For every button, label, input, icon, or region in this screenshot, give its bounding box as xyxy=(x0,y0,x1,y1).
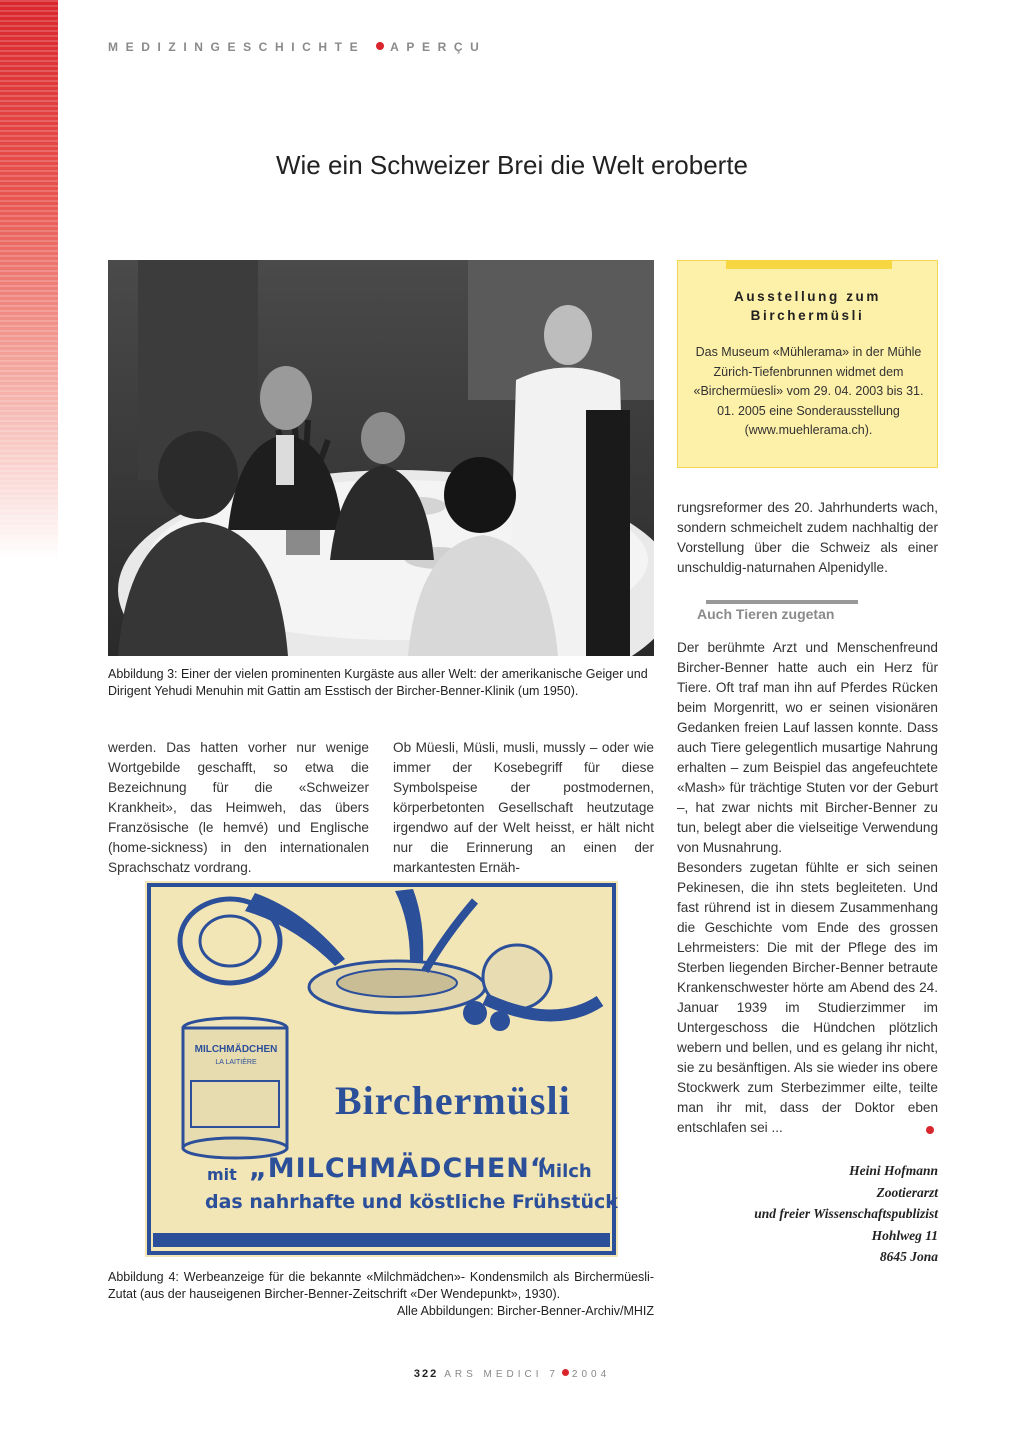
figure-4-advertisement xyxy=(145,881,618,1257)
info-box-text: Das Museum «Mühlerama» in der Mühle Zürich-Tiefenbrunnen widmet dem «Birchermüesli» vom 29. 04. 2003 bis 31. 01. 2005 eine Sonderausstellung (www.muehlerama.ch). xyxy=(693,345,924,437)
author-profession-2: und freier Wissenschaftspublizist xyxy=(754,1206,938,1221)
subhead-rule xyxy=(706,600,858,604)
body-col3-paragraph-1: Der berühmte Arzt und Menschenfreund Bircher-Benner hatte auch ein Herz für Tiere. Oft traf man ihn auf Pferdes Rücken beim Morgenritt, wo er seinen visionären Gedanken freien Lauf lassen konnte. Dass auch Tiere gelegentlich musartige Nahrung erhalten – zum Beispiel das angefeuchtete «Mash» für trächtige Stuten vor der Geburt –, hat zwar nichts mit Bircher-Benner zu tun, belegt aber die vielseitige Verwendung von Musnahrung. xyxy=(677,640,938,855)
ad-tagline: das nahrhafte und köstliche Frühstück xyxy=(205,1191,618,1213)
ad-brand: Birchermüsli xyxy=(335,1078,571,1123)
section-label xyxy=(108,40,486,54)
section-name: MEDIZINGESCHICHTE xyxy=(108,40,366,54)
body-col3-top: rungsreformer des 20. Jahrhunderts wach, sondern schmeichelt zudem nachhaltig der Vorstellung über die Schweiz als einer unschuldig-naturnahen Alpenidylle. xyxy=(677,500,938,575)
ad-milch: Milch xyxy=(538,1161,592,1182)
ad-mit: mit xyxy=(207,1165,237,1184)
bullet-dot-icon xyxy=(376,42,384,50)
ad-product-name: „MILCHMÄDCHEN“ xyxy=(249,1153,549,1184)
figure-3-caption: Abbildung 3: Einer der vielen prominenten Kurgäste aus aller Welt: der amerikanische Geiger und Dirigent Yehudi Menuhin mit Gattin am Esstisch der Bircher-Benner-Klinik (um 1950). xyxy=(108,667,648,698)
body-col2: Ob Müesli, Müsli, musli, mussly – oder wie immer der Kosebegriff für diese Symbolspeise der postmodernen, körperbetonten Gesellschaft heutzutage irgendwo auf der Welt heisst, er hält nicht nur die Erinnerung an einen der markantesten Ernäh- xyxy=(393,740,654,875)
author-city: 8645 Jona xyxy=(879,1249,938,1264)
exhibition-info-box xyxy=(677,260,938,468)
body-col3-paragraph-2: Besonders zugetan fühlte er sich seinen Pekinesen, die ihn stets begleiteten. Und fast rührend ist in diesem Zusammenhang die Geschichte vom Ende des grossen Lehrmeisters: Die mit der Pflege des im Sterben liegenden Bircher-Benner betraute Krankenschwester hörte am Abend des 24. Januar 1939 im Studierzimmer im Untergeschoss die Hündchen plötzlich webern und bellen, und es gelang ihr nicht, sie zu besänftigen. Als sie wieder ins obere Stockwerk zum Sterbezimmer eilte, teilte man ihr mit, dass der Doktor eben entschlafen sei ... xyxy=(677,860,938,1135)
left-decorative-bar xyxy=(0,0,58,560)
dining-scene-illustration xyxy=(108,260,654,656)
author-block xyxy=(680,1160,938,1268)
body-col1: werden. Das hatten vorher nur wenige Wortgebilde geschafft, so etwa die Bezeichnung für die «Schweizer Krankheit», das Heimweh, das übers Französische (le hemvé) und Englische (home-sickness) in den internationalen Sprachschatz vordrang. xyxy=(108,740,369,875)
article-title: Wie ein Schweizer Brei die Welt eroberte xyxy=(275,150,749,180)
page-number: 322 xyxy=(413,1368,439,1380)
subheading: Auch Tieren zugetan xyxy=(697,606,835,622)
author-street: Hohlweg 11 xyxy=(871,1227,938,1243)
info-box-tab xyxy=(726,260,892,269)
can-label: MILCHMÄDCHEN xyxy=(194,1044,278,1055)
section-subname: APERÇU xyxy=(390,40,487,54)
figure-3-photo xyxy=(108,260,654,656)
footer-dot-icon xyxy=(562,1369,569,1376)
end-mark-dot-icon xyxy=(926,1126,934,1134)
journal-name: ARS MEDICI 7 xyxy=(444,1369,559,1380)
figure-4-caption-text: Abbildung 4: Werbeanzeige für die bekannte «Milchmädchen»- Kondensmilch als Birchermüesli-Zutat (aus der hauseigenen Bircher-Benner-Zeitschrift «Der Wendepunkt», 1930). xyxy=(108,1270,654,1301)
figure-credit: Alle Abbildungen: Bircher-Benner-Archiv/MHIZ xyxy=(396,1304,654,1318)
author-name: Heini Hofmann xyxy=(849,1163,938,1178)
info-box-title xyxy=(678,287,937,325)
info-box-title-line1: Ausstellung zum xyxy=(733,289,881,304)
page-footer xyxy=(0,1368,1024,1380)
info-box-title-line2: Birchermüsli xyxy=(750,308,865,323)
figure-4-caption xyxy=(108,1269,654,1320)
journal-year: 2004 xyxy=(571,1369,611,1380)
author-profession: Zootierarzt xyxy=(876,1184,938,1200)
can-sublabel: LA LAITIÈRE xyxy=(215,1059,257,1066)
